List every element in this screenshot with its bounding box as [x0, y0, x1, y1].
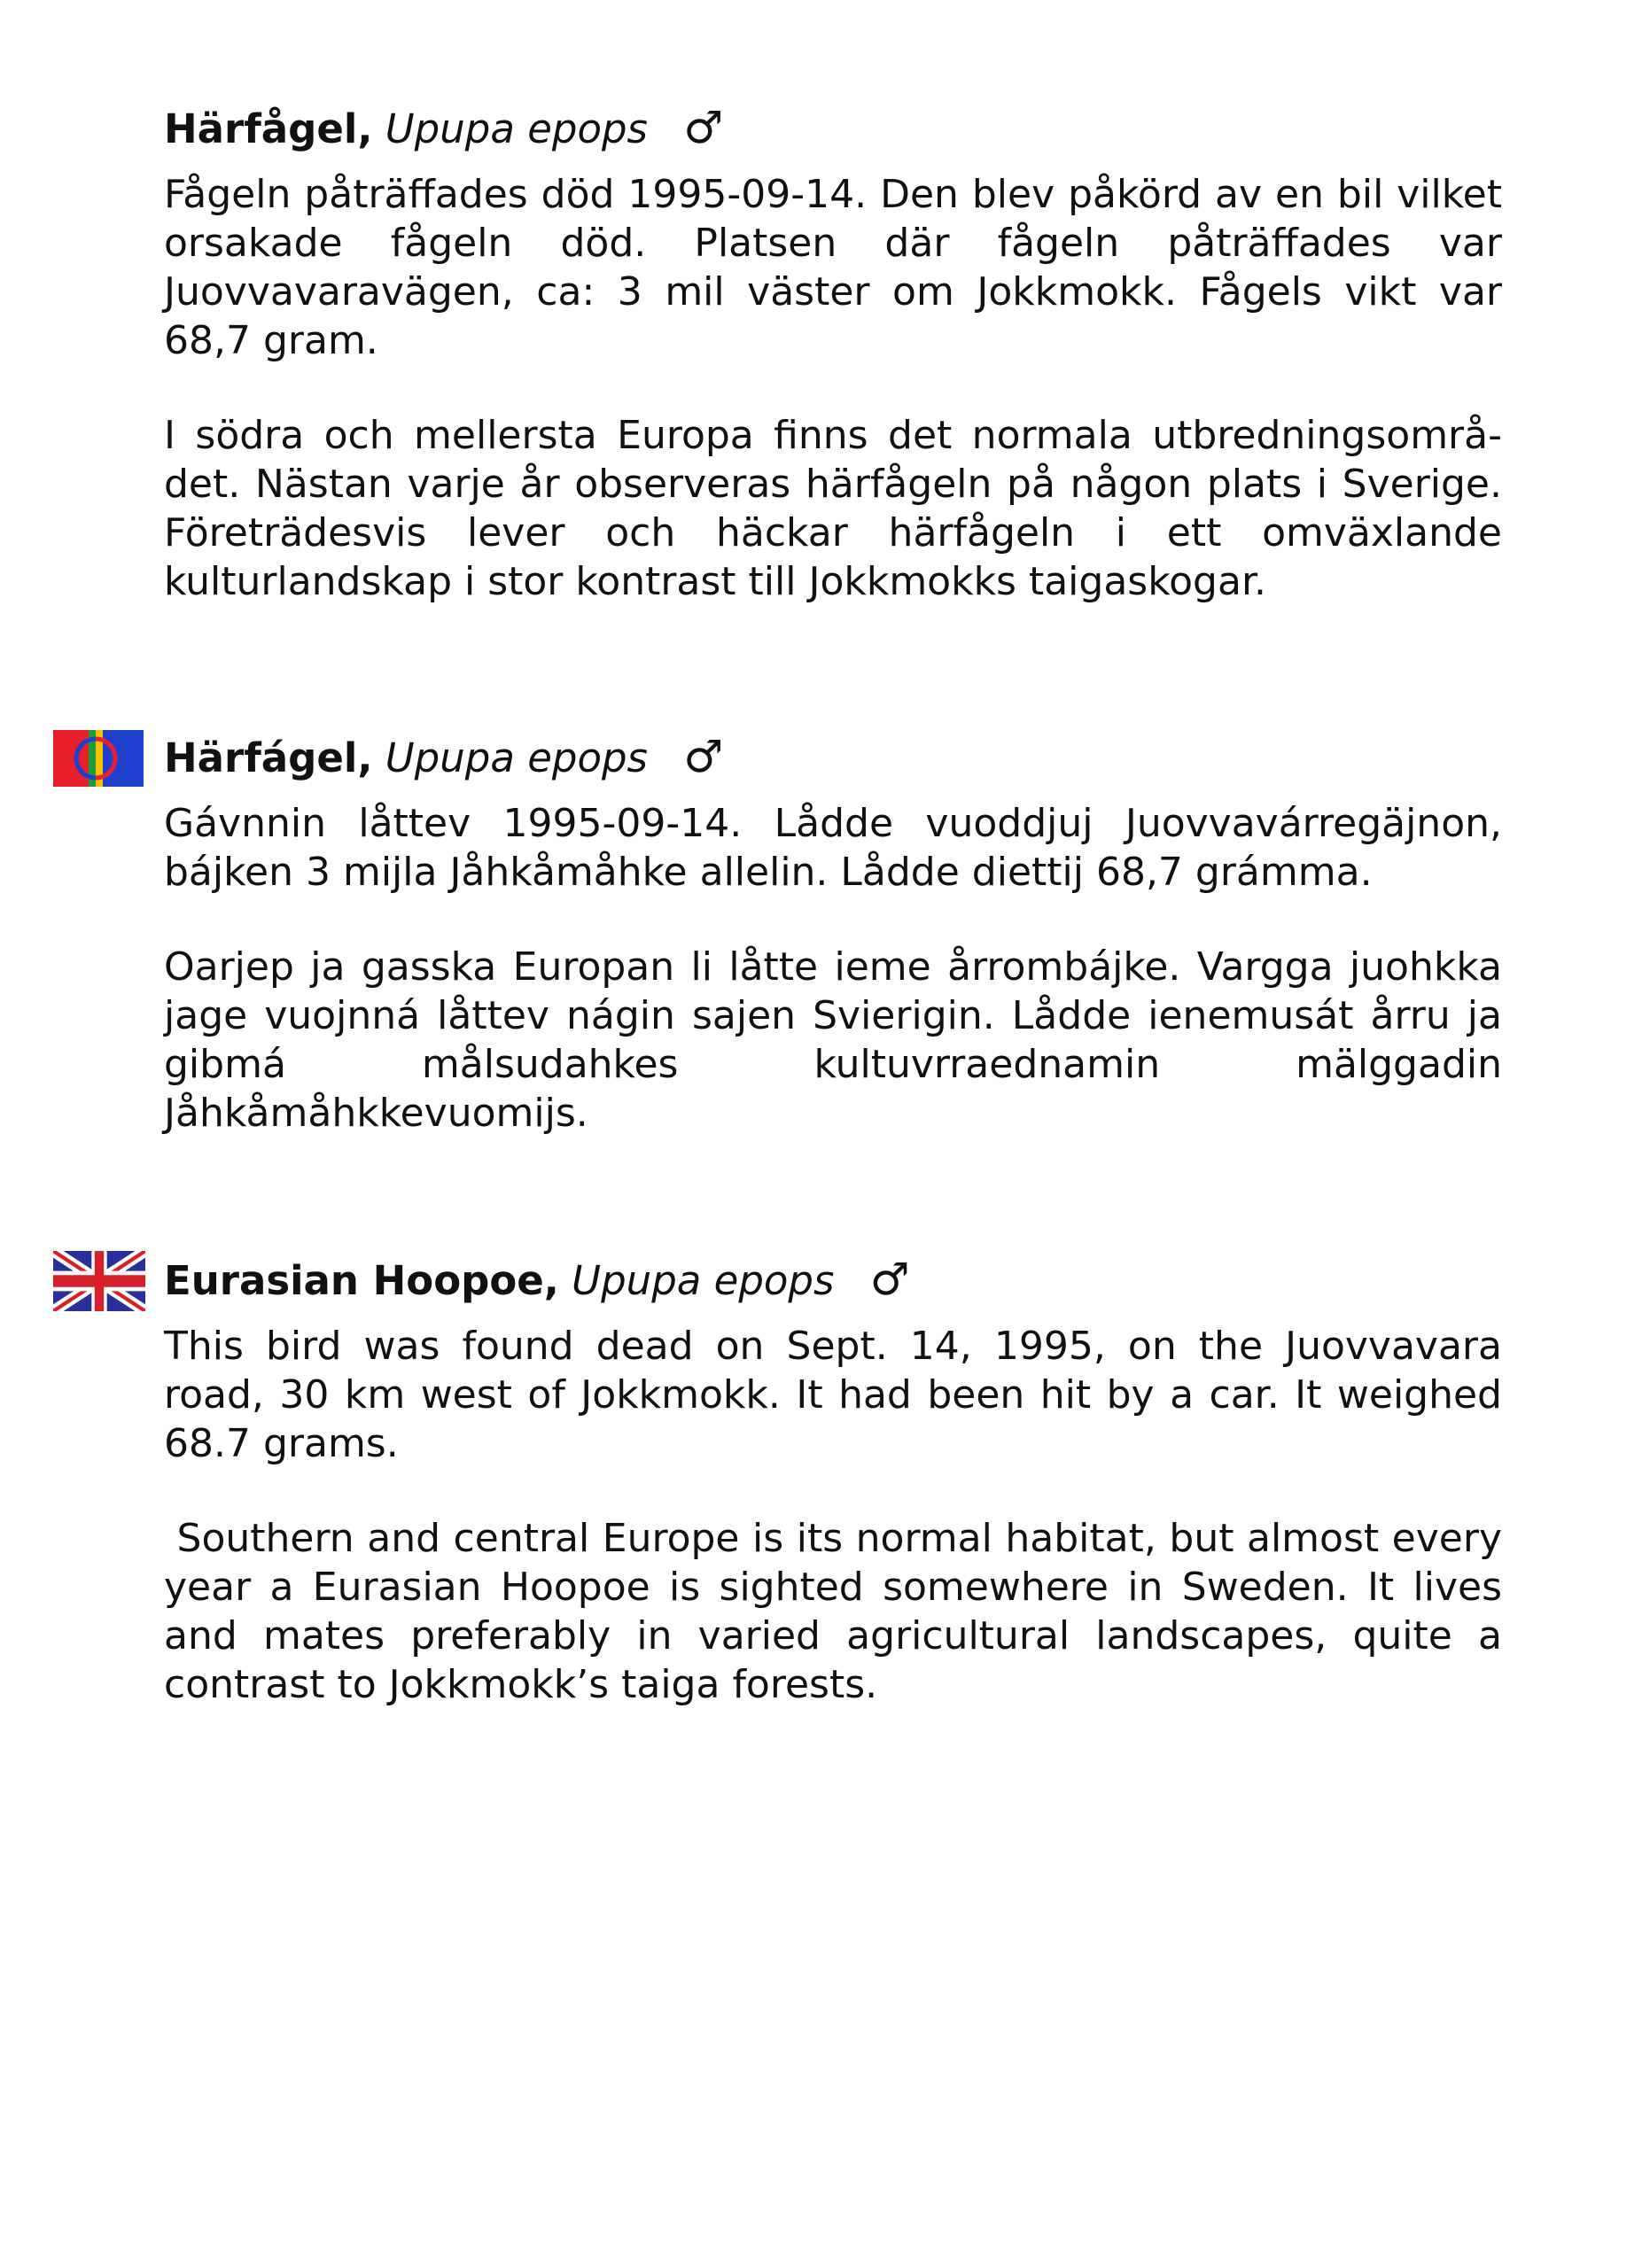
paragraph-find-details: Gávnnin låttev 1995-09-14. Lådde vuoddjuj Juovvavárregäjnon, bájken 3 mijla Jåhkåmåhke allelin. Lådde diettij 68,7 grámma. [164, 801, 1502, 895]
male-symbol-icon: ♂ [683, 102, 724, 153]
section-sami [164, 732, 1502, 1138]
latin-name: Upupa epops [572, 1257, 835, 1304]
sami-flag-icon [53, 730, 144, 787]
common-name: Härfågel, [164, 105, 373, 152]
paragraph-find-details: Fågeln påträffades död 1995-09-14. Den blev påkörd av en bil vilket orsakade fågeln död. Platsen där fågeln påträffades var Juovvavaravägen, ca: 3 mil väster om Jokkmokk. Fågels vikt var 68,7 gram. [164, 172, 1502, 363]
common-name: Härfágel, [164, 734, 373, 781]
paragraph-find-details: This bird was found dead on Sept. 14, 1995, on the Juovvavara road, 30 km west of Jokkmokk. It had been hit by a car. It weighed 68.7 grams. [164, 1324, 1502, 1466]
species-heading-english [164, 1254, 1502, 1304]
species-heading-swedish [164, 103, 1502, 152]
latin-name: Upupa epops [385, 734, 648, 781]
section-english [164, 1254, 1514, 1709]
species-heading-sami [164, 732, 1502, 781]
paragraph-habitat: Oarjep ja gasska Europan li låtte ieme årrombájke. Vargga juohkka jage vuojnná låttev nágin sajen Svierigin. Lådde ienemusát årru ja gibmá målsudahkes kultuvrraednamin mälggadin Jåhkåmåhkkevuomijs. [164, 944, 1502, 1136]
section-swedish [164, 103, 1502, 606]
paragraph-habitat: I södra och mellersta Europa finns det normala utbredningsområdet. Nästan varje år observeras härfågeln på någon plats i Sverige. Företrädesvis lever och häckar härfågeln i ett omväxlande kulturlandskap i stor kontrast till Jokkmokks taigaskogar. [164, 413, 1502, 604]
common-name: Eurasian Hoopoe, [164, 1257, 559, 1304]
latin-name: Upupa epops [385, 105, 648, 152]
paragraph-habitat: Southern and central Europe is its normal habitat, but almost every year a Eurasian Hoopoe is sighted somewhere in Sweden. It lives and mates preferably in varied agricultural landscapes, quite a contrast to Jokkmokk’s taiga forests. [164, 1516, 1514, 1707]
male-symbol-icon: ♂ [683, 731, 724, 782]
male-symbol-icon: ♂ [869, 1254, 910, 1305]
uk-flag-icon [53, 1251, 145, 1311]
